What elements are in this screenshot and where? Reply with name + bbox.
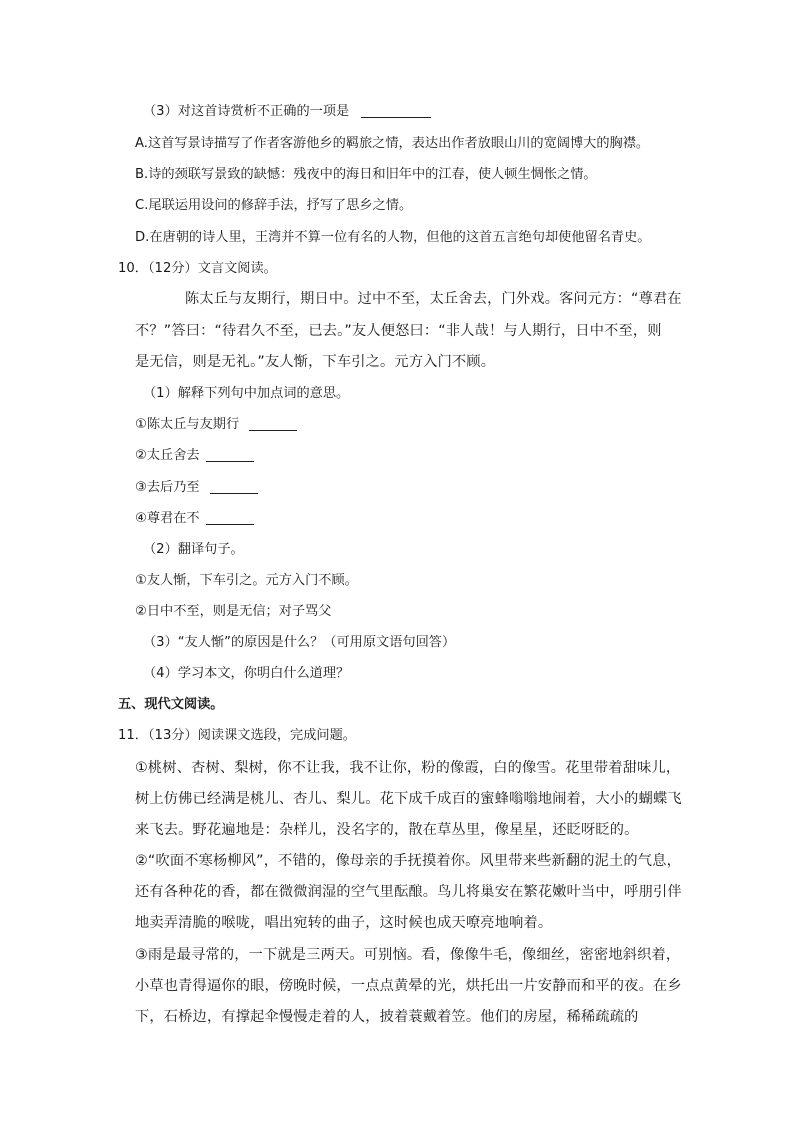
- q10-sub2-prompt: （2）翻译句子。: [143, 542, 244, 557]
- q10-sub1-item-4-line: [135, 510, 254, 528]
- q9-option-b: B.诗的颈联写景致的缺憾：残夜中的海日和旧年中的江春，使人顿生惆怅之情。: [135, 167, 597, 182]
- q10-sub1-item-2-line: [135, 447, 254, 465]
- answer-blank[interactable]: [210, 479, 258, 494]
- q10-sub1-prompt: （1）解释下列句中加点词的意思。: [143, 386, 350, 401]
- q10-passage-line-1: 陈太丘与友期行，期日中。过中不至，太丘舍去，门外戏。客问元方：“尊君在: [185, 291, 682, 307]
- q10-sub1-item-1: ①陈太丘与友期行: [135, 417, 240, 432]
- q11-para2-line-2: 还有各种花的香，都在微微润湿的空气里酝酿。鸟儿将巢安在繁花嫩叶当中，呼朋引伴: [135, 884, 682, 900]
- answer-blank[interactable]: [361, 103, 431, 118]
- answer-blank[interactable]: [206, 510, 254, 525]
- q9-part3-prompt-line: [143, 103, 431, 121]
- q10-header: 10．（12分）文言文阅读。: [118, 261, 277, 276]
- q10-sub3: （3）“友人惭”的原因是什么？（可用原文语句回答）: [143, 635, 456, 650]
- q11-para2-line-3: 地卖弄清脆的喉咙，唱出宛转的曲子，这时候也成天嘹亮地响着。: [135, 915, 553, 931]
- section-5-title: 五、现代文阅读。: [118, 697, 224, 712]
- q9-option-d: D.在唐朝的诗人里，王湾并不算一位有名的人物，但他的这首五言绝句却使他留名青史。: [135, 230, 651, 245]
- answer-blank[interactable]: [249, 416, 297, 431]
- q10-sub1-item-2: ②太丘舍去: [135, 448, 200, 463]
- q9-part3-prompt: （3）对这首诗赏析不正确的一项是: [143, 104, 350, 119]
- q10-sub2-item-1: ①友人惭，下车引之。元方入门不顾。: [135, 573, 358, 588]
- q10-passage-line-3: 是无信，则是无礼。”友人惭，下车引之。元方入门不顾。: [135, 354, 496, 370]
- q11-para3-line-2: 小草也青得逼你的眼，傍晚时候，一点点黄晕的光，烘托出一片安静而和平的夜。在乡: [135, 978, 682, 994]
- q11-para3-line-1: ③雨是最寻常的，一下就是三两天。可别恼。看，像像牛毛，像细丝，密密地斜织着，: [135, 947, 681, 963]
- q11-para1-line-1: ①桃树、杏树、梨树，你不让我，我不让你，粉的像霞，白的像雪。花里带着甜味儿，: [135, 760, 681, 776]
- q11-para3-line-3: 下，石桥边，有撑起伞慢慢走着的人，披着蓑戴着笠。他们的房屋，稀稀疏疏的: [135, 1009, 639, 1025]
- q10-sub1-item-1-line: [135, 416, 297, 434]
- q10-sub2-item-2: ②日中不至，则是无信；对子骂父: [135, 604, 332, 619]
- q10-sub1-item-3-line: [135, 479, 258, 497]
- q10-passage-line-2: 不？”答曰：“待君久不至，已去。”友人便怒曰：“非人哉！与人期行，日中不至，则: [135, 323, 662, 339]
- q10-sub1-item-3: ③去后乃至: [135, 480, 200, 495]
- q11-para1-line-3: 来飞去。野花遍地是：杂样儿，没名字的，散在草丛里，像星星，还眨呀眨的。: [135, 822, 639, 838]
- q11-para2-line-1: ②“吹面不寒杨柳风”，不错的，像母亲的手抚摸着你。风里带来些新翻的泥土的气息，: [135, 853, 681, 869]
- q10-sub1-item-4: ④尊君在不: [135, 511, 200, 526]
- q9-option-a: A.这首写景诗描写了作者客游他乡的羁旅之情，表达出作者放眼山川的宽阔博大的胸襟。: [135, 136, 650, 151]
- q9-option-c: C.尾联运用设问的修辞手法，抒写了思乡之情。: [135, 198, 413, 213]
- q10-sub4: （4）学习本文，你明白什么道理？: [143, 666, 350, 681]
- q11-header: 11．（13分）阅读课文选段，完成问题。: [118, 728, 356, 743]
- answer-blank[interactable]: [206, 447, 254, 462]
- q11-para1-line-2: 树上仿佛已经满是桃儿、杏儿、梨儿。花下成千成百的蜜蜂嗡嗡地闹着，大小的蝴蝶飞: [135, 791, 682, 807]
